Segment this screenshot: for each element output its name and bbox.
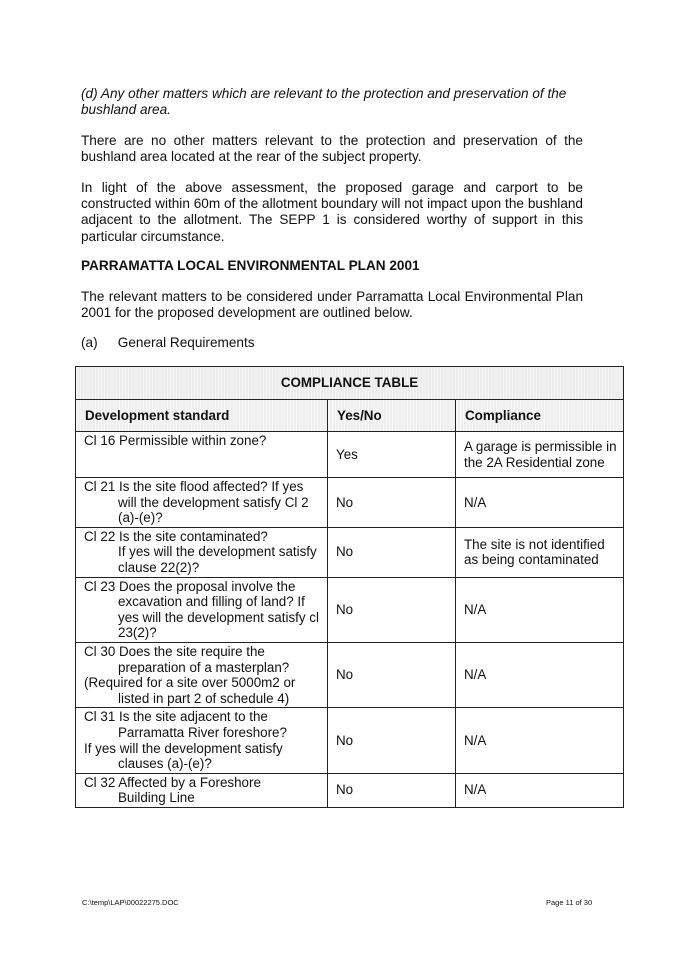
standard-text-tail: (Required for a site over 5000m2 or (84, 675, 296, 691)
row-standard (76, 432, 328, 478)
row-compliance: The site is not identified as being contaminated (456, 527, 624, 577)
standard-text: Cl 31 Is the site adjacent to the (84, 709, 268, 725)
standard-text: Cl 16 Permissible within zone? (84, 433, 267, 448)
standard-text-cont: preparation of a masterplan? (118, 659, 290, 675)
table-row (76, 577, 624, 642)
row-compliance: N/A (456, 773, 624, 807)
standard-text-cont: Building Line (118, 790, 195, 806)
row-yes-no: No (328, 708, 456, 773)
paragraph-assessment-conclusion: In light of the above assessment, the proposed garage and carport to be constructed within 60m of the allotment boundary will not impact upon the bushland adjacent to the allotment. The SEPP 1 is considered worthy of support in this particular circumstance. (81, 180, 583, 244)
row-compliance: N/A (456, 478, 624, 528)
subsection-general-requirements (81, 335, 255, 350)
table-row (76, 773, 624, 807)
section-heading: PARRAMATTA LOCAL ENVIRONMENTAL PLAN 2001 (81, 258, 420, 273)
header-yes-no: Yes/No (328, 400, 456, 432)
standard-text-cont: If yes will the development satisfy clause 22(2)? (118, 544, 317, 575)
footer-page-number: Page 11 of 30 (546, 898, 593, 907)
table-row (76, 432, 624, 478)
row-standard (76, 527, 328, 577)
standard-text: Cl 21 Is the site flood affected? If yes (84, 479, 304, 494)
subsection-label: (a) (81, 335, 98, 350)
standard-text: Cl 32 Affected by a Foreshore (84, 774, 261, 790)
standard-text-cont: will the development satisfy Cl 2 (a)-(e)? (118, 494, 309, 526)
row-yes-no: No (328, 642, 456, 707)
table-title: COMPLIANCE TABLE (76, 367, 624, 400)
header-compliance: Compliance (456, 400, 624, 432)
standard-text-cont: excavation and filling of land? If yes will the development satisfy cl 23(2)? (118, 594, 319, 641)
row-yes-no: No (328, 527, 456, 577)
standard-text-tail-cont: clauses (a)-(e)? (118, 756, 212, 772)
row-yes-no: Yes (328, 432, 456, 478)
standard-text: Cl 23 Does the proposal involve the (84, 578, 296, 594)
row-yes-no: No (328, 577, 456, 642)
row-standard (76, 708, 328, 773)
footer-file-path: C:\temp\LAP\00022275.DOC (82, 898, 179, 907)
table-row (76, 527, 624, 577)
table-row (76, 642, 624, 707)
row-compliance: N/A (456, 708, 624, 773)
row-compliance: N/A (456, 577, 624, 642)
standard-text: Cl 30 Does the site require the (84, 643, 265, 659)
standard-text-tail: If yes will the development satisfy (84, 740, 283, 756)
paragraph-matter-d: (d) Any other matters which are relevant to the protection and preservation of the bushland area. (81, 86, 567, 118)
row-standard (76, 577, 328, 642)
paragraph-lep-intro: The relevant matters to be considered under Parramatta Local Environmental Plan 2001 for the proposed development are outlined below. (81, 289, 583, 321)
row-yes-no: No (328, 773, 456, 807)
row-standard (76, 478, 328, 528)
row-compliance: A garage is permissible in the 2A Residential zone (456, 432, 624, 478)
compliance-table (75, 366, 624, 808)
row-compliance: N/A (456, 642, 624, 707)
standard-text-cont: Parramatta River foreshore? (118, 724, 287, 740)
header-development-standard: Development standard (76, 400, 328, 432)
row-yes-no: No (328, 478, 456, 528)
row-standard (76, 773, 328, 807)
standard-text: Cl 22 Is the site contaminated? (84, 528, 268, 544)
row-standard (76, 642, 328, 707)
paragraph-no-other-matters: There are no other matters relevant to the protection and preservation of the bushland area located at the rear of the subject property. (81, 133, 583, 165)
subsection-text: General Requirements (117, 335, 255, 350)
table-row (76, 478, 624, 528)
table-row (76, 708, 624, 773)
standard-text-tail-cont: listed in part 2 of schedule 4) (118, 690, 290, 706)
